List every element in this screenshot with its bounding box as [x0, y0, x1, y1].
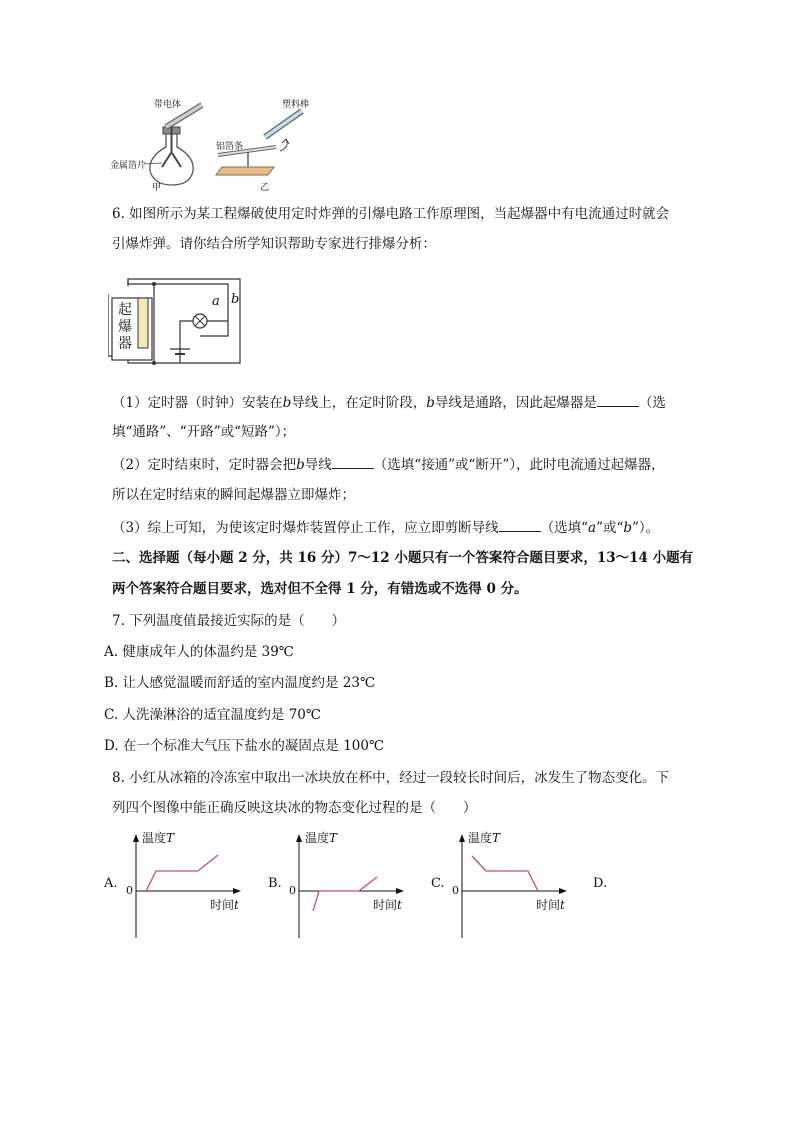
- q6-sub3-text-c: ”或“: [596, 520, 624, 536]
- caption-jia: 甲: [152, 183, 162, 193]
- wire-b-label: b: [231, 292, 240, 307]
- detonator-label-1: 起: [118, 302, 132, 318]
- graph-b-ylabel: 温度T: [305, 831, 338, 845]
- q6-sub2-line1: [112, 454, 665, 475]
- q8-option-a-label[interactable]: A.: [104, 876, 118, 891]
- q7-stem: 7. 下列温度值最接近实际的是（ ）: [112, 613, 346, 629]
- figure-tinfoil-yi: [210, 95, 320, 193]
- q6-sub1-line1: [112, 392, 666, 413]
- q8-graph-c: [450, 828, 570, 943]
- q7-option-b[interactable]: B. 让人感觉温暖而舒适的室内温度约是 23℃: [104, 675, 376, 691]
- graph-c-ylabel: 温度T: [468, 831, 501, 845]
- q6-sub1-text-a: （1）定时器（时钟）安装在: [112, 395, 283, 411]
- q8-option-b-label[interactable]: B.: [268, 876, 282, 891]
- q7-option-c[interactable]: C. 人洗澡淋浴的适宜温度约是 70℃: [104, 707, 322, 723]
- q6-sub2-text-b: 导线: [304, 457, 332, 473]
- q6-sub3-text-d: ”）。: [632, 520, 660, 536]
- q6-stem-line2: 引爆炸弹。请你结合所学知识帮助专家进行排爆分析：: [112, 236, 436, 252]
- section2-heading-line2: 两个答案符合题目要求，选对但不全得 1 分，有错选或不选得 0 分。: [112, 581, 528, 597]
- q8-stem-line2: 列四个图像中能正确反映这块冰的物态变化过程的是（ ）: [112, 800, 477, 816]
- q8-option-c-label[interactable]: C.: [431, 876, 445, 891]
- q6-sub2-var: b: [296, 457, 305, 473]
- circuit-diagram: [108, 274, 244, 370]
- wire-a-label: a: [212, 294, 220, 309]
- q6-sub3-text-b: （选填“: [540, 520, 588, 536]
- q6-sub1-text-b: 导线上，在定时阶段，: [291, 395, 427, 411]
- section2-heading-line1: 二、选择题（每小题 2 分，共 16 分）7～12 小题只有一个答案符合题目要求，13～14 小题有: [112, 550, 694, 566]
- q6-sub3-line: [112, 517, 659, 538]
- graph-b-origin: 0: [289, 884, 296, 897]
- graph-c-xlabel: 时间t: [536, 898, 565, 912]
- label-plastic-rod: 塑料棒: [282, 100, 310, 110]
- answer-blank-2[interactable]: [332, 454, 374, 469]
- graph-a-ylabel: 温度T: [142, 831, 175, 845]
- answer-blank-3[interactable]: [499, 517, 541, 532]
- q8-graph-b: [287, 828, 407, 943]
- graph-c-origin: 0: [452, 884, 459, 897]
- answer-blank-1[interactable]: [597, 392, 639, 407]
- detonator-label-3: 器: [118, 336, 132, 352]
- q6-sub2-text-c: （选填“接通”或“断开”），此时电流通过起爆器，: [373, 457, 665, 473]
- q8-stem-line1: 8. 小红从冰箱的冷冻室中取出一冰块放在杯中，经过一段较长时间后，冰发生了物态变化。下: [112, 770, 670, 786]
- graph-b-xlabel: 时间t: [373, 898, 402, 912]
- q6-sub1-text-d: （选: [638, 395, 666, 411]
- q6-sub1-text-c: 导线是通路，因此起爆器是: [434, 395, 597, 411]
- q6-stem-line1: 6. 如图所示为某工程爆破使用定时炸弹的引爆电路工作原理图，当起爆器中有电流通过时就会: [112, 206, 670, 222]
- label-metal-foil: 金属箔片: [110, 161, 147, 171]
- caption-yi: 乙: [260, 183, 270, 193]
- q8-graph-a: [124, 828, 244, 943]
- graph-a-xlabel: 时间t: [210, 898, 239, 912]
- q8-option-d-label[interactable]: D.: [593, 876, 608, 891]
- label-charged-body: 带电体: [154, 100, 182, 110]
- q6-sub3-text-a: （3）综上可知，为使该定时爆炸装置停止工作，应立即剪断导线: [112, 520, 499, 536]
- q6-sub3-var1: a: [588, 520, 597, 536]
- graph-a-origin: 0: [126, 884, 133, 897]
- q6-sub2-line2: 所以在定时结束的瞬间起爆器立即爆炸；: [112, 487, 355, 503]
- q7-option-d[interactable]: D. 在一个标准大气压下盐水的凝固点是 100℃: [104, 738, 385, 754]
- q6-sub1-var1: b: [282, 395, 292, 411]
- q7-option-a[interactable]: A. 健康成年人的体温约是 39℃: [104, 644, 294, 660]
- q6-sub3-var2: b: [623, 520, 633, 536]
- q6-sub1-var2: b: [426, 395, 435, 411]
- q6-sub2-text-a: （2）定时结束时，定时器会把: [112, 457, 297, 473]
- figure-electroscope-jia: [104, 95, 214, 193]
- q6-sub1-line2: 填“通路”、“开路”或“短路”）；: [112, 424, 296, 440]
- detonator-label-2: 爆: [118, 319, 132, 335]
- label-tinfoil: 铝箔条: [216, 142, 244, 152]
